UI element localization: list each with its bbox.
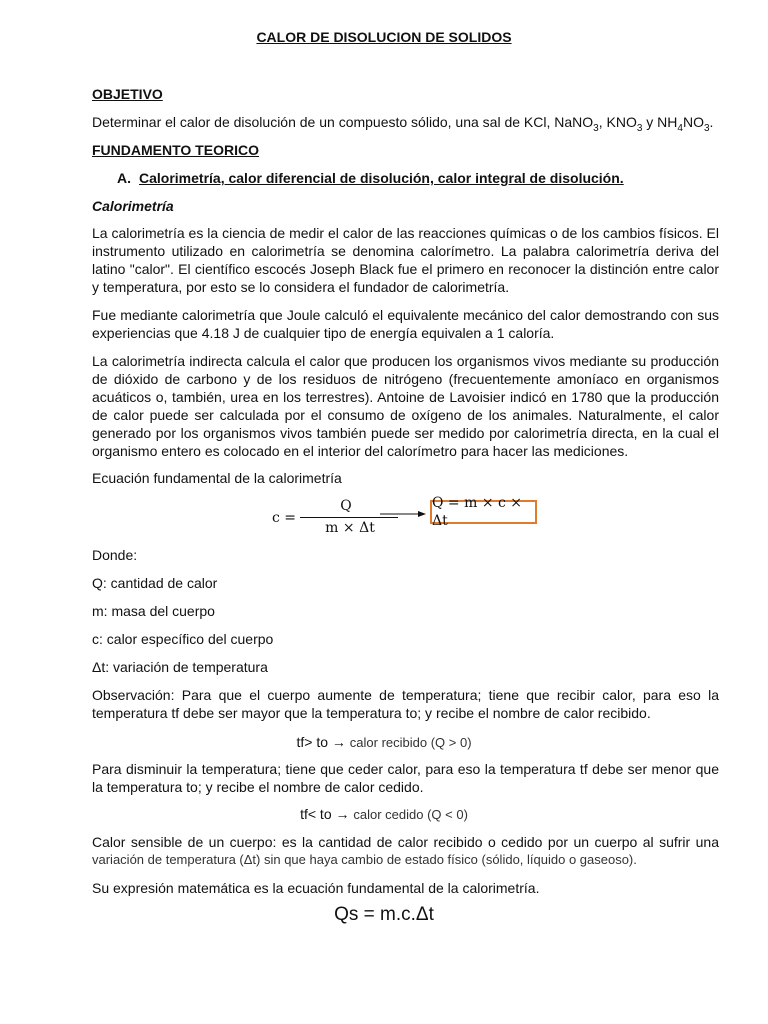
paragraph-calor-sensible-line1: Calor sensible de un cuerpo: es la cantidad de calor recibido o cedido por un cuerpo al sufrir una bbox=[92, 834, 719, 850]
equation-numerator: Q bbox=[340, 498, 352, 514]
equation-c: c = bbox=[272, 510, 297, 526]
paragraph-joule: Fue mediante calorimetría que Joule calculó el equivalente mecánico del calor demostrando con sus experiencias que 4.18 J de cualquier tipo de energía equivalen a 1 caloría. bbox=[92, 307, 719, 341]
objetivo-text: Determinar el calor de disolución de un compuesto sólido, una sal de KCl, NaNO$_3$, $KNO_3$ y $NH_4NO_3$. bbox=[92, 114, 714, 134]
paragraph-calor-sensible-line2: variación de temperatura (Δt) sin que haya cambio de estado físico (sólido, líquido o gaseoso). bbox=[92, 852, 637, 867]
objetivo-heading: OBJETIVO bbox=[92, 86, 163, 102]
arrow-right-icon bbox=[380, 513, 424, 515]
calorimetria-heading: Calorimetría bbox=[92, 198, 174, 214]
definition-c: c: calor específico del cuerpo bbox=[92, 631, 274, 647]
paragraph-disminuir: Para disminuir la temperatura; tiene que ceder calor, para eso la temperatura tf debe ser menor que la temperatura to; y recibe el nombre de calor cedido. bbox=[92, 761, 719, 795]
paragraph-indirecta: La calorimetría indirecta calcula el calor que producen los organismos vivos mediante su producción de dióxido de carbono y de los residuos de nitrógeno (frecuentemente amoníaco en organismos acuáticos o, también, urea en los terrestres). Antoine de Lavoisier indicó en 1780 que la producción de calor puede ser calculada por el consumo de oxígeno de los animales. Naturalmente, el calor generado por los organismos vivos también puede ser medido por calorimetría directa, en la cual el organismo entero es colocado en el interior del calorímetro para hacer las mediciones. bbox=[92, 353, 719, 459]
equation-boxed: Q = m × c × Δt bbox=[430, 500, 537, 524]
fundamento-heading: FUNDAMENTO TEORICO bbox=[92, 142, 259, 158]
relation-calor-cedido: tf< to → calor cedido (Q < 0) bbox=[300, 806, 468, 822]
document-title: CALOR DE DISOLUCION DE SOLIDOS bbox=[256, 29, 512, 45]
expresion-label: Su expresión matemática es la ecuación fundamental de la calorimetría. bbox=[92, 880, 540, 896]
section-a-letter: A. bbox=[117, 170, 131, 186]
section-a-heading bbox=[117, 169, 624, 187]
equation-denominator: m × Δt bbox=[325, 520, 375, 536]
relation-calor-recibido: tf> to → calor recibido (Q > 0) bbox=[296, 734, 472, 750]
donde-label: Donde: bbox=[92, 547, 138, 563]
paragraph-calorimetria-intro: La calorimetría es la ciencia de medir el calor de las reacciones químicas o de los cambios físicos. El instrumento utilizado en calorimetría se denomina calorímetro. La palabra calorimetría deriva del latino "calor". El científico escocés Joseph Black fue el primero en reconocer la distinción entre calor y temperatura, por esto se lo considera el fundador de calorimetría. bbox=[92, 225, 719, 295]
ecuacion-label: Ecuación fundamental de la calorimetría bbox=[92, 470, 342, 486]
definition-q: Q: cantidad de calor bbox=[92, 575, 218, 591]
paragraph-observacion: Observación: Para que el cuerpo aumente de temperatura; tiene que recibir calor, para eso la temperatura tf debe ser mayor que la temperatura to; y recibe el nombre de calor recibido. bbox=[92, 687, 719, 721]
definition-m: m: masa del cuerpo bbox=[92, 603, 215, 619]
section-a-text: Calorimetría, calor diferencial de disolución, calor integral de disolución. bbox=[139, 170, 624, 186]
formula-calor-sensible: Qs = m.c.Δt bbox=[334, 904, 434, 925]
definition-delta-t: Δt: variación de temperatura bbox=[92, 659, 268, 675]
